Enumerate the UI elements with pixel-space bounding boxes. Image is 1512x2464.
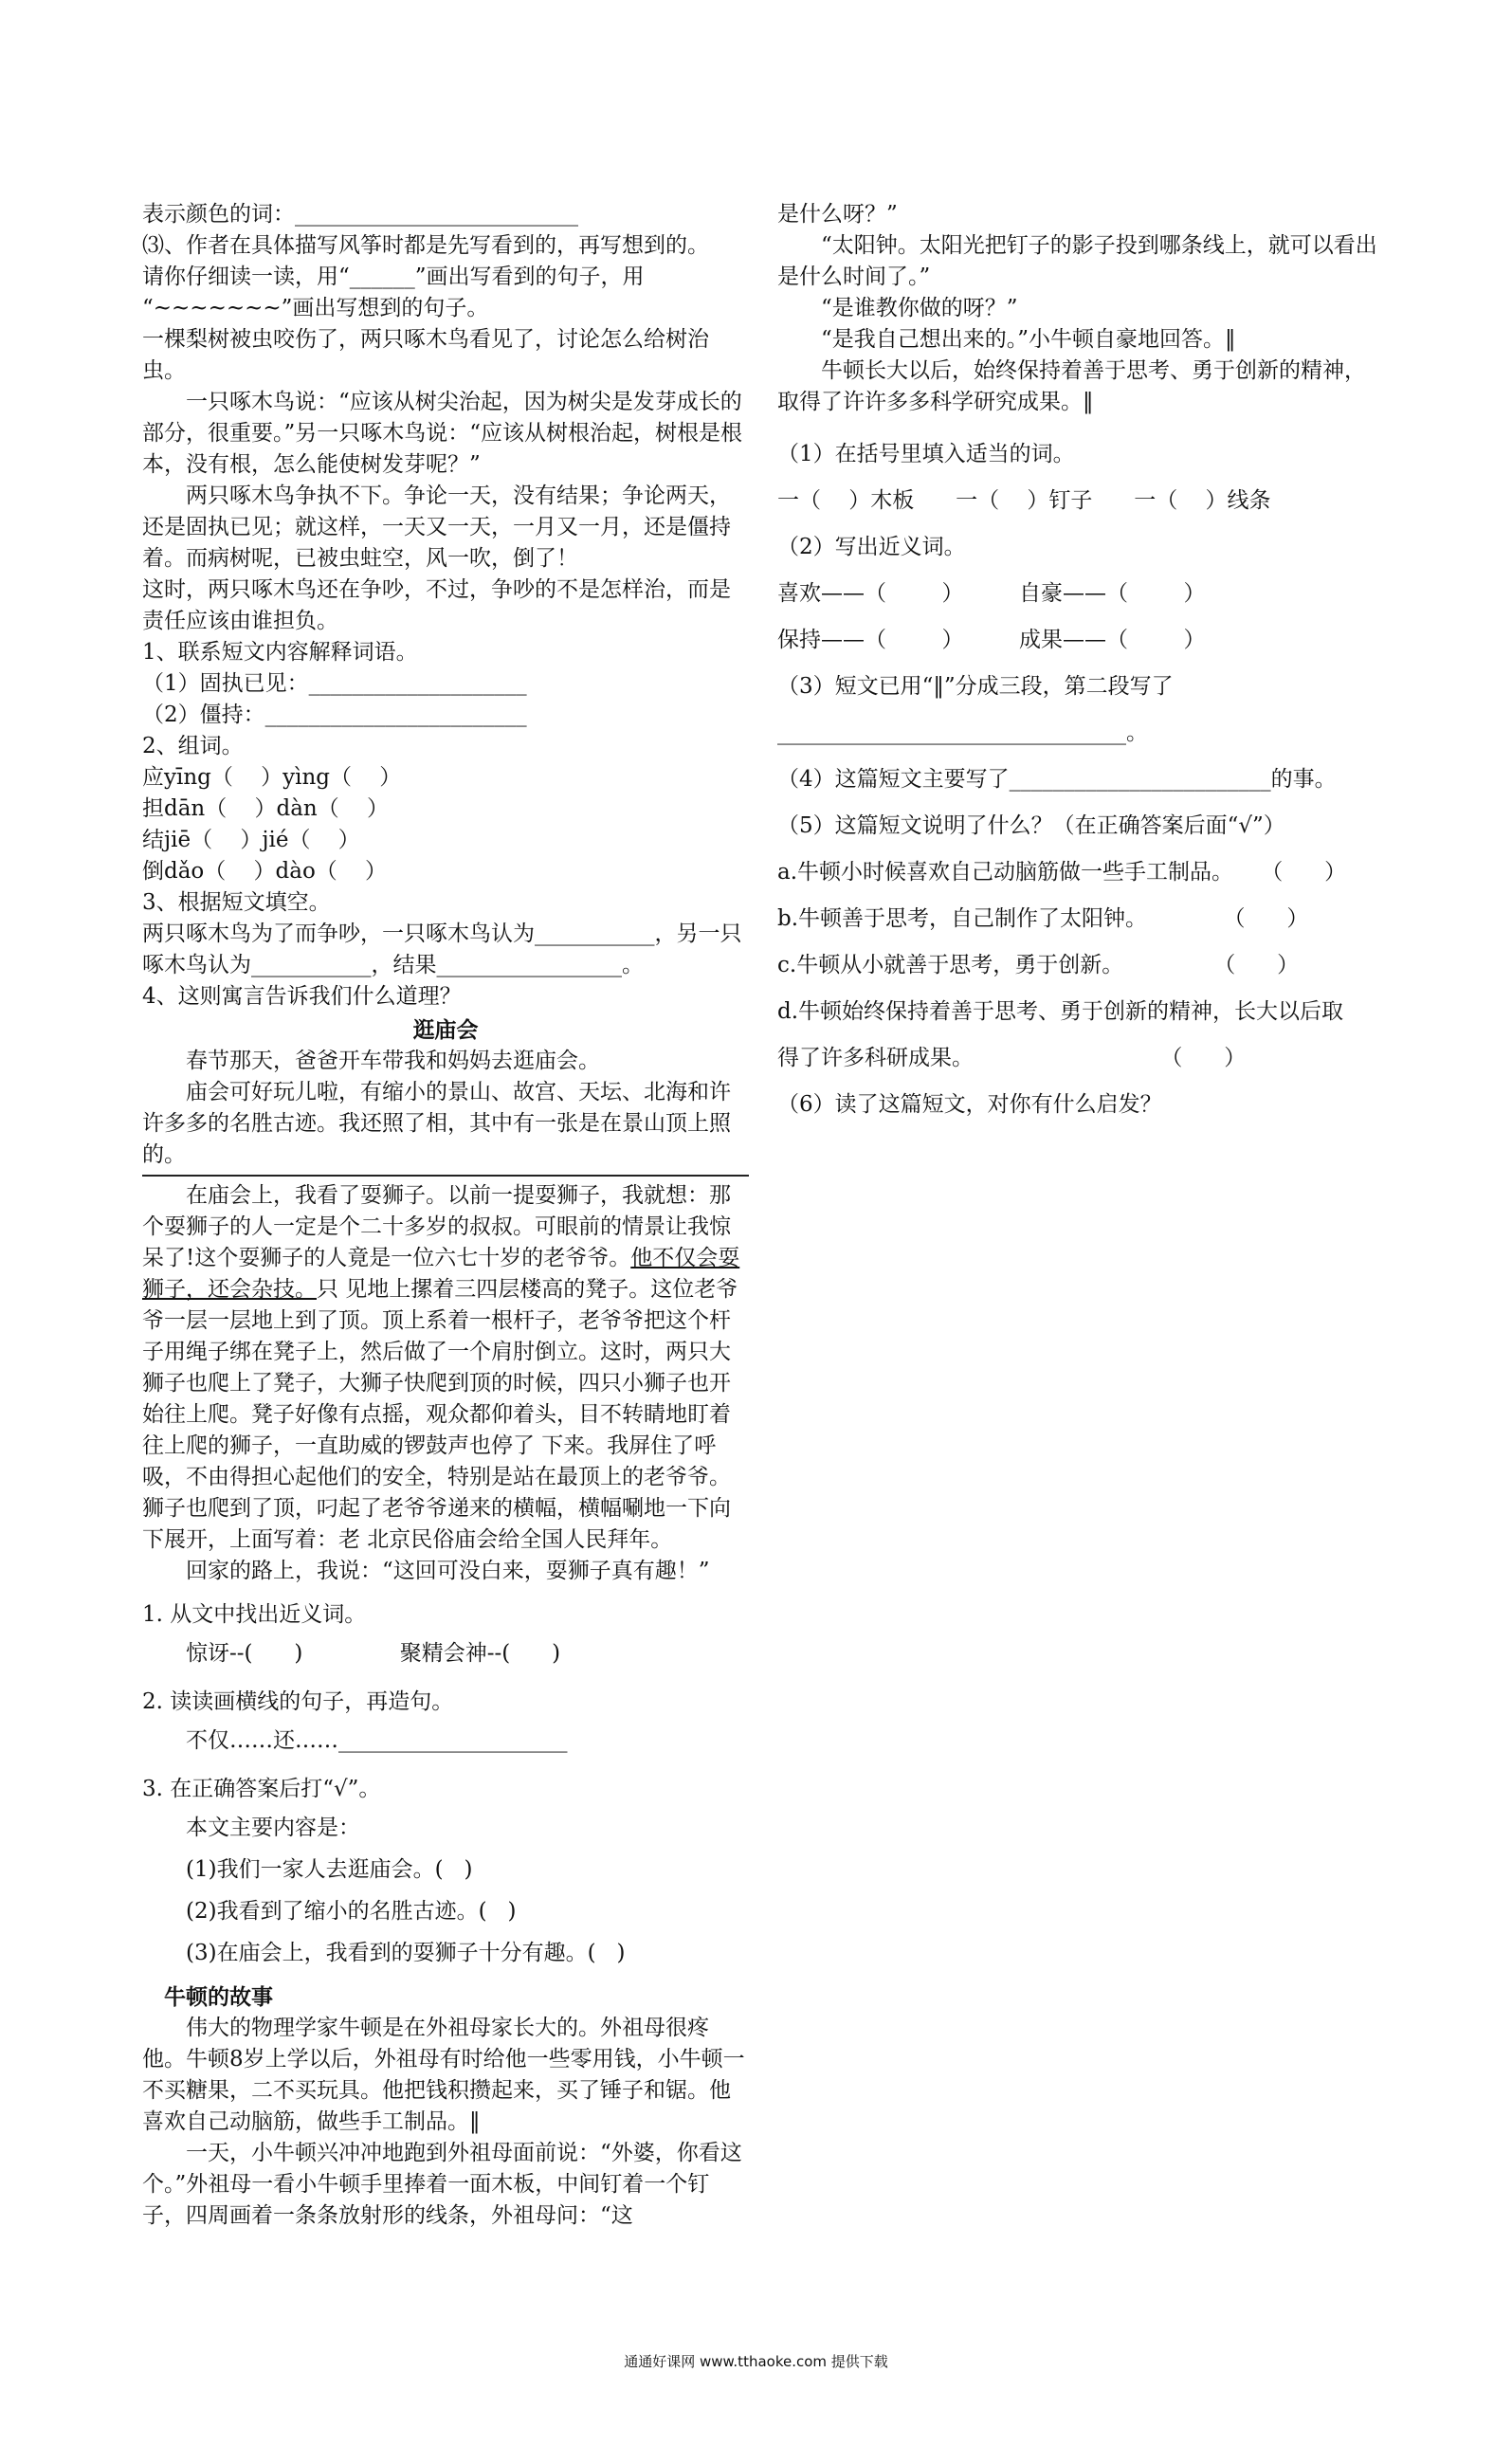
- question-line: 2、组词。: [142, 734, 244, 758]
- divider: [142, 1175, 749, 1177]
- left-column: [142, 199, 749, 2232]
- question-line: （4）这篇短文主要写了________________________的事。: [777, 767, 1337, 792]
- story3-paragraph: 一天，小牛顿兴冲冲地跑到外祖母面前说：“外婆，你看这个。”外祖母一看小牛顿手里捧着一面木板，中间钉着一个钉子，四周画着一条条放射形的线条，外祖母问：“这: [142, 2141, 742, 2228]
- question-line: （2）写出近义词。: [777, 535, 966, 559]
- question-line: 倒dǎo（ ）dào（ ）: [142, 859, 388, 884]
- answer-option: c.牛顿从小就善于思考，勇于创新。 （ ）: [777, 953, 1300, 977]
- answer-option: a.牛顿小时候喜欢自己动脑筋做一些手工制品。 （ ）: [777, 860, 1347, 885]
- answer-option: (1)我们一家人去逛庙会。( ): [186, 1857, 473, 1882]
- story3-paragraph: “是我自己想出来的。”小牛顿自豪地回答。‖: [821, 327, 1236, 352]
- answer-option: d.牛顿始终保持着善于思考、勇于创新的精神，长大以后取: [777, 999, 1344, 1024]
- story3-title: 牛顿的故事: [164, 1984, 273, 2010]
- question-line: （1）在括号里填入适当的词。: [777, 442, 1075, 466]
- story2-paragraph: [142, 1180, 749, 1556]
- question-line: 结jiē（ ）jié（ ）: [142, 828, 360, 852]
- question-line: （5）这篇短文说明了什么？（在正确答案后面“√”）: [777, 813, 1285, 838]
- question-line: 2. 读读画横线的句子，再造句。: [142, 1689, 454, 1714]
- answer-line: 一（ ）木板 一（ ）钉子 一（ ）线条: [777, 488, 1271, 513]
- text-line: “~~~~~~~”画出写想到的句子。: [142, 296, 489, 320]
- question-line: （6）读了这篇短文，对你有什么启发？: [777, 1092, 1162, 1117]
- story1-paragraph: 一棵梨树被虫咬伤了，两只啄木鸟看见了，讨论怎么给树治虫。: [142, 327, 709, 383]
- story2-paragraph: 回家的路上，我说：“这回可没白来，耍狮子真有趣！”: [186, 1559, 710, 1583]
- answer-line: 本文主要内容是：: [186, 1816, 360, 1840]
- question-line: 3. 在正确答案后打“√”。: [142, 1777, 381, 1801]
- question-line: 1. 从文中找出近义词。: [142, 1602, 367, 1627]
- answer-option: (2)我看到了缩小的名胜古迹。( ): [186, 1899, 517, 1924]
- answer-line: 不仅……还……_____________________: [186, 1728, 568, 1753]
- question-line: 4、这则寓言告诉我们什么道理？: [142, 984, 462, 1009]
- question-line: （2）僵持：________________________: [142, 703, 527, 727]
- right-column: [777, 199, 1384, 1128]
- question-line: 两只啄木鸟为了而争吵，一只啄木鸟认为___________，另一只啄木鸟认为___________，结果_________________。: [142, 922, 742, 977]
- story2-paragraph: 庙会可好玩儿啦，有缩小的景山、故宫、天坛、北海和许许多多的名胜古迹。我还照了相，其中有一张是在景山顶上照的。: [142, 1080, 731, 1167]
- question-line: （3）短文已用“‖”分成三段，第二段写了: [777, 674, 1174, 699]
- answer-option: (3)在庙会上，我看到的耍狮子十分有趣。( ): [186, 1941, 626, 1965]
- question-line: （1）固执已见：____________________: [142, 671, 527, 696]
- story2-paragraph: 春节那天，爸爸开车带我和妈妈去逛庙会。: [186, 1049, 600, 1073]
- question-line: 应yīng（ ）yìng（ ）: [142, 765, 402, 790]
- story1-paragraph: 这时，两只啄木鸟还在争吵，不过，争吵的不是怎样治，而是责任应该由谁担负。: [142, 577, 731, 633]
- answer-line: 惊讶--( ) 聚精会神--( ): [186, 1641, 561, 1666]
- question-line: 担dān（ ）dàn（ ）: [142, 796, 389, 821]
- story2-text: 在庙会上，我看了耍狮子。以前一提耍狮子，我就想：那个耍狮子的人一定是个二十多岁的叔叔。可眼前的情景让我惊呆了!这个耍狮子的人竟是一位六七十岁的老爷爷。: [142, 1183, 731, 1270]
- underlined-sentence: 他不仅会耍狮子，还会杂技。: [142, 1246, 740, 1302]
- answer-option: 得了许多科研成果。 （ ）: [777, 1046, 1247, 1070]
- story2-text: 只 见地上摞着三四层楼高的凳子。这位老爷爷一层一层地上到了顶。顶上系着一根杆子，老爷爷把这个杆子用绳子绑在凳子上，然后做了一个肩肘倒立。这时，两只大 狮子也爬上了凳子，大狮子快爬到顶的时候，四只小狮子也开始往上爬。凳子好像有点摇，观众都仰着头，目不转睛地盯着往上爬的狮子，一直助威的锣鼓声也停了 下来。我屏住了呼吸，不由得担心起他们的安全，特别是站在最顶上的老爷爷。狮子也爬到了顶，叼起了老爷爷递来的横幅，横幅唰地一下向下展开，上面写着：老 北京民俗庙会给全国人民拜年。: [142, 1277, 738, 1552]
- text-line: ⑶、作者在具体描写风筝时都是先写看到的，再写想到的。: [142, 233, 709, 258]
- answer-option: b.牛顿善于思考，自己制作了太阳钟。 （ ）: [777, 906, 1309, 931]
- story3-paragraph: “太阳钟。太阳光把钉子的影子投到哪条线上，就可以看出是什么时间了。”: [777, 233, 1377, 289]
- story3-paragraph: 是什么呀？”: [777, 202, 898, 227]
- text-line: 请你仔细读一读，用“______”画出写看到的句子，用: [142, 265, 645, 289]
- answer-line: 喜欢——（ ） 自豪——（ ）: [777, 581, 1206, 606]
- question-line: 3、根据短文填空。: [142, 890, 331, 915]
- text-line: 表示颜色的词：__________________________: [142, 202, 578, 227]
- story3-paragraph: 伟大的物理学家牛顿是在外祖母家长大的。外祖母很疼他。牛顿8岁上学以后，外祖母有时给他一些零用钱，小牛顿一不买糖果，二不买玩具。他把钱积攒起来，买了锤子和锯。他喜欢自己动脑筋，做些手工制品。‖: [142, 2016, 745, 2134]
- story1-paragraph: 一只啄木鸟说：“应该从树尖治起，因为树尖是发芽成长的部分，很重要。”另一只啄木鸟说：“应该从树根治起，树根是根本，没有根，怎么能使树发芽呢？”: [142, 390, 743, 477]
- story2-title: 逛庙会: [412, 1017, 479, 1043]
- footer-credit: 通通好课网 www.tthaoke.com 提供下载: [624, 2353, 888, 2370]
- story3-paragraph: 牛顿长大以后，始终保持着善于思考、勇于创新的精神，取得了许许多多科学研究成果。‖: [777, 358, 1366, 414]
- story1-paragraph: 两只啄木鸟争执不下。争论一天，没有结果；争论两天，还是固执已见；就这样，一天又一天，一月又一月，还是僵持着。而病树呢，已被虫蛀空，风一吹，倒了！: [142, 484, 731, 571]
- answer-line: ________________________________。: [777, 721, 1148, 745]
- question-line: 1、联系短文内容解释词语。: [142, 640, 418, 665]
- story3-paragraph: “是谁教你做的呀？”: [821, 296, 1018, 320]
- answer-line: 保持——（ ） 成果——（ ）: [777, 628, 1206, 652]
